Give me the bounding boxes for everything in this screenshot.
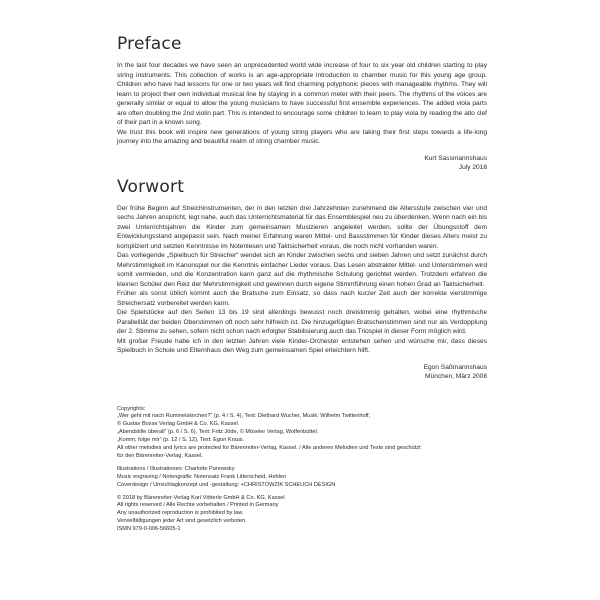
preface-paragraph: We trust this book will inspire new generations of young string players who are taking their first steps towards a life-long journey into the amazing and beautiful realm of string chamber music. (117, 128, 487, 145)
copyrights-line: „Komm, folge mir“ (p. 12 / S. 12), Text: Egon Kraus. (117, 437, 245, 444)
copyrights-line: © Gustav Bosse Verlag GmbH & Co. KG, Kassel. (117, 421, 240, 428)
copyrights-line: für den Bärenreiter-Verlag, Kassel. (117, 452, 203, 459)
vorwort-body (117, 204, 487, 356)
legal-line: Any unauthorized reproduction is prohibited by law. (117, 510, 244, 517)
production-block (117, 466, 487, 490)
credits-section (117, 406, 487, 535)
production-line: Coverdesign / Umschlagkonzept und -gestaltung: +CHRISTOWZIK SCHEUCH DESIGN (117, 481, 336, 488)
vorwort-author: Egon Saßmannshaus (423, 363, 487, 371)
copyrights-line: „Wer geht mit nach Rummelskirchen?“ (p. 4 / S. 4), Text: Diethard Wucher, Musik: Wilhelm Twittenhoff, (117, 413, 371, 420)
copyrights-line: All other melodies and lyrics are protected for Bärenreiter-Verlag, Kassel. / Alle anderen Melodien und Texte sind geschützt (117, 445, 421, 452)
legal-block (117, 495, 487, 535)
legal-line: ISMN 979-0-006-56605-1 (117, 526, 181, 533)
preface-body (117, 61, 487, 147)
vorwort-signature (117, 363, 487, 382)
preface-signature (117, 154, 487, 173)
vorwort-paragraph: Das vorliegende „Spielbuch für Streicher“ wendet sich an Kinder zwischen sechs und sieben Jahren und setzt zunächst durch Mehrstimmigkeit im Kanonspiel nur die Kenntnis einfacher Lieder voraus. Das Lesen abstrakter Mittel- und Unterstimmen wird somit vermieden, und die Konzentration kann ganz auf die rhythmische Schulung gerichtet werden. Trotzdem erfahren die kleinen Schüler den Reiz der Mehrstimmigkeit und gewinnen durch eigene Stimmführung einen hohen Grad an Taktsicherheit. (117, 252, 487, 288)
vorwort-paragraph: Früher als sonst üblich kommt auch die Bratsche zum Einsatz, so dass nach kurzer Zeit auch der korrekte vierstimmige Streichersatz vorbereitet werden kann. (117, 290, 487, 307)
legal-line: © 2018 by Bärenreiter-Verlag Karl Vötterle GmbH & Co. KG, Kassel (117, 494, 285, 501)
copyrights-line: Copyrights: (117, 405, 146, 412)
legal-line: All rights reserved / Alle Rechte vorbehalten / Printed in Germany (117, 502, 279, 509)
vorwort-paragraph: Die Spielstücke auf den Seiten 13 bis 19 sind allerdings bewusst noch dreistimmig gehalten, wobei eine rhythmische Parallelität der beiden Oberstimmen oft noch sehr hilfreich ist. Die hinzugefügten Bratschenstimmen sind nur als Verdopplung der 2. Stimme zu sehen, sofern nicht schon nach erfolgter Stabilisierung auch das Triospiel in dieser Form möglich wird. (117, 309, 487, 335)
production-line: Illustrations / Illustrationen: Charlotte Panowsky (117, 465, 235, 472)
production-line: Music engraving / Notengrafik: Notensatz Frank Litterscheid, Hehlen (117, 473, 287, 480)
copyrights-block (117, 406, 487, 461)
preface-heading: Preface (117, 34, 182, 54)
page-content (117, 34, 487, 539)
copyrights-line: „Abendstille überall“ (p. 6 / S. 6), Text: Fritz Jöde, © Möseler Verlag, Wolfenbüttel. (117, 429, 319, 436)
preface-date: July 2018 (458, 164, 487, 171)
vorwort-paragraph: Mit großer Freude habe ich in den letzten Jahren viele Kinder-Orchester entstehen sehen und wünsche mir, dass dieses Spielbuch in Schule und Elternhaus den Weg zum gemeinsamen Spiel erleichtern hilft. (117, 337, 487, 354)
vorwort-heading: Vorwort (117, 176, 185, 197)
vorwort-paragraph: Der frühe Beginn auf Streichinstrumenten, der in den letzten drei Jahrzehnten zunehmend die Altersstufe zwischen vier und sechs Jahren anspricht, legt nahe, auch das Unterrichtsmaterial für das Ensemblespiel neu zu überdenken. Wenn nach ein bis zwei Unterrichtsjahren die Kinder zum gemeinsamen Musizieren angeleitet werden, sollte der Übungsstoff dem Entwicklungsstand angepasst sein. Nach meiner Erfahrung waren Mittel- und Bassstimmen für Kinder dieses Alters meist zu kompliziert und setzten Kenntnisse im Notenlesen und Taktsicherheit voraus, die noch nicht vorhanden waren. (117, 204, 487, 250)
preface-paragraph: In the last four decades we have seen an unprecedented world wide increase of four to six year old children starting to play string instruments. This collection of works is an age-appropriate introduction to chamber music for this young age group. Children who have had lessons for one or two years will find charming polyphonic pieces with manageable rhythms. They will learn to project their own individual musical line by staying in a common meter with their peers. The rhythms of the voices are generally similar or equal to allow the young musicians to have successful first ensemble experiences. The added viola parts are often doubling the 2nd violin part. This is intended to encourage some children to learn to play viola by reading the alto clef of their part in a known song. (117, 62, 487, 126)
legal-line: Vervielfältigungen jeder Art sind gesetzlich verboten. (117, 518, 247, 525)
preface-author: Kurt Sassmannshaus (424, 154, 487, 162)
vorwort-date: München, März 2008 (425, 373, 487, 380)
